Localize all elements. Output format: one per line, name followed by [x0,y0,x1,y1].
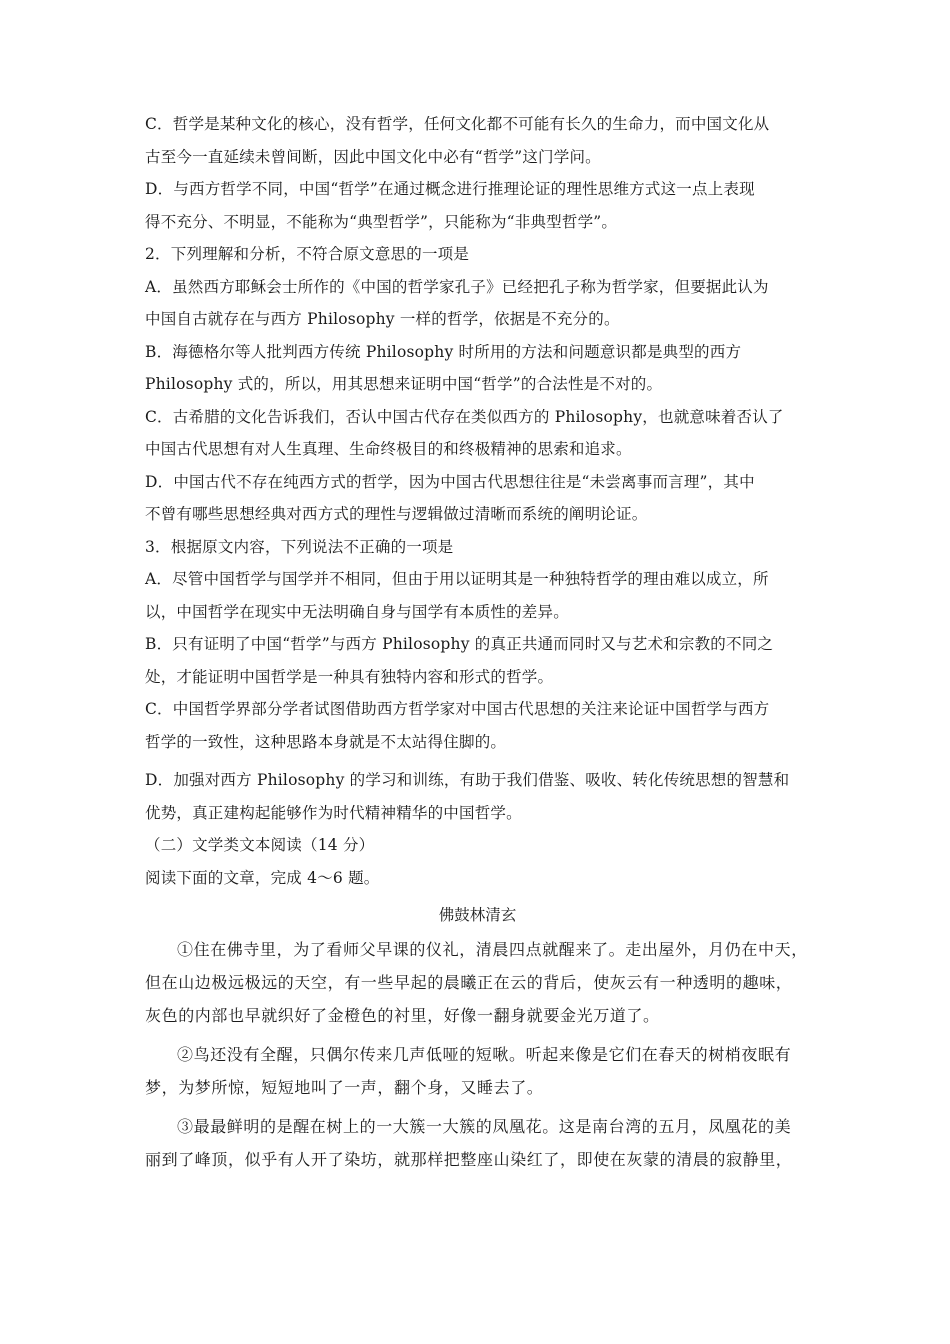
q3-option-c-line1: C．中国哲学界部分学者试图借助西方哲学家对中国古代思想的关注来论证中国哲学与西方 [145,700,770,718]
q3-option-c-line2: 哲学的一致性，这种思路本身就是不太站得住脚的。 [145,732,507,751]
q2-option-b-line2: Philosophy 式的，所以，用其思想来证明中国“哲学”的合法性是不对的。 [145,375,663,393]
q3-option-b-line2: 处，才能证明中国哲学是一种具有独特内容和形式的哲学。 [145,667,554,686]
section-heading: （二）文学类文本阅读（14 分） [145,836,375,854]
essay-p2-line1: ②鸟还没有全醒，只偶尔传来几声低哑的短啾。听起来像是它们在春天的树梢夜眠有 [177,1045,792,1064]
q3-option-a-line1: A．尽管中国哲学与国学并不相同，但由于用以证明其是一种独特哲学的理由难以成立，所 [145,570,769,588]
essay-p3-line2: 丽到了峰顶，似乎有人开了染坊，就那样把整座山染红了，即使在灰蒙的清晨的寂静里， [145,1150,793,1169]
essay-p1-line1: ①住在佛寺里，为了看师父早课的仪礼，清晨四点就醒来了。走出屋外，月仍在中天， [177,940,808,959]
q2-option-c-line1: C．古希腊的文化告诉我们，否认中国古代存在类似西方的 Philosophy，也就意味着否认了 [145,407,784,426]
q2-option-a-line1: A．虽然西方耶稣会士所作的《中国的哲学家孔子》已经把孔子称为哲学家，但要据此认为 [145,277,769,296]
q2-option-b-line1: B．海德格尔等人批判西方传统 Philosophy 时所用的方法和问题意识都是典型的西方 [145,342,742,361]
q3-option-d-line2: 优势，真正建构起能够作为时代精神精华的中国哲学。 [145,803,522,822]
q3-option-b-line1: B．只有证明了中国“哲学”与西方 Philosophy 的真正共通而同时又与艺术和宗教的不同之 [145,635,774,653]
document-page [145,108,810,1176]
essay-p2-line2: 梦，为梦所惊，短短地叫了一声，翻个身，又睡去了。 [145,1078,544,1097]
essay-p1-line3: 灰色的内部也早就织好了金橙色的衬里，好像一翻身就要金光万道了。 [145,1006,660,1025]
q1-option-c-line2: 古至今一直延续未曾间断，因此中国文化中必有“哲学”这门学问。 [145,147,601,166]
essay-body [145,933,810,1176]
essay-title: 佛鼓林清玄 [438,906,517,924]
essay-p3-line1: ③最最鲜明的是醒在树上的一大簇一大簇的凤凰花。这是南台湾的五月，凤凰花的美 [177,1117,792,1136]
q2-option-d-line2: 不曾有哪些思想经典对西方式的理性与逻辑做过清晰而系统的阐明论证。 [145,505,648,523]
q3-option-d-line1: D．加强对西方 Philosophy 的学习和训练，有助于我们借鉴、吸收、转化传统思想的智慧和 [145,771,790,789]
q3-stem: 3．根据原文内容，下列说法不正确的一项是 [145,537,454,556]
q3-option-a-line2: 以，中国哲学在现实中无法明确自身与国学有本质性的差异。 [145,602,569,621]
q1-option-c-line1: C．哲学是某种文化的核心，没有哲学，任何文化都不可能有长久的生命力，而中国文化从 [145,115,770,133]
q2-option-a-line2: 中国自古就存在与西方 Philosophy 一样的哲学，依据是不充分的。 [145,310,620,328]
q2-option-d-line1: D．中国古代不存在纯西方式的哲学，因为中国古代思想往往是“未尝离事而言理”，其中 [145,472,755,491]
q1-option-d-line1: D．与西方哲学不同，中国“哲学”在通过概念进行推理论证的理性思维方式这一点上表现 [145,180,755,198]
q2-stem: 2．下列理解和分析，不符合原文意思的一项是 [145,245,470,263]
section-instruction: 阅读下面的文章，完成 4～6 题。 [145,868,380,887]
q2-option-c-line2: 中国古代思想有对人生真理、生命终极目的和终极精神的思索和追求。 [145,440,632,458]
q1-option-d-line2: 得不充分、不明显，不能称为“典型哲学”，只能称为“非典型哲学”。 [145,212,618,231]
essay-p1-line2: 但在山边极远极远的天空，有一些早起的晨曦正在云的背后，使灰云有一种透明的趣味， [145,973,793,992]
